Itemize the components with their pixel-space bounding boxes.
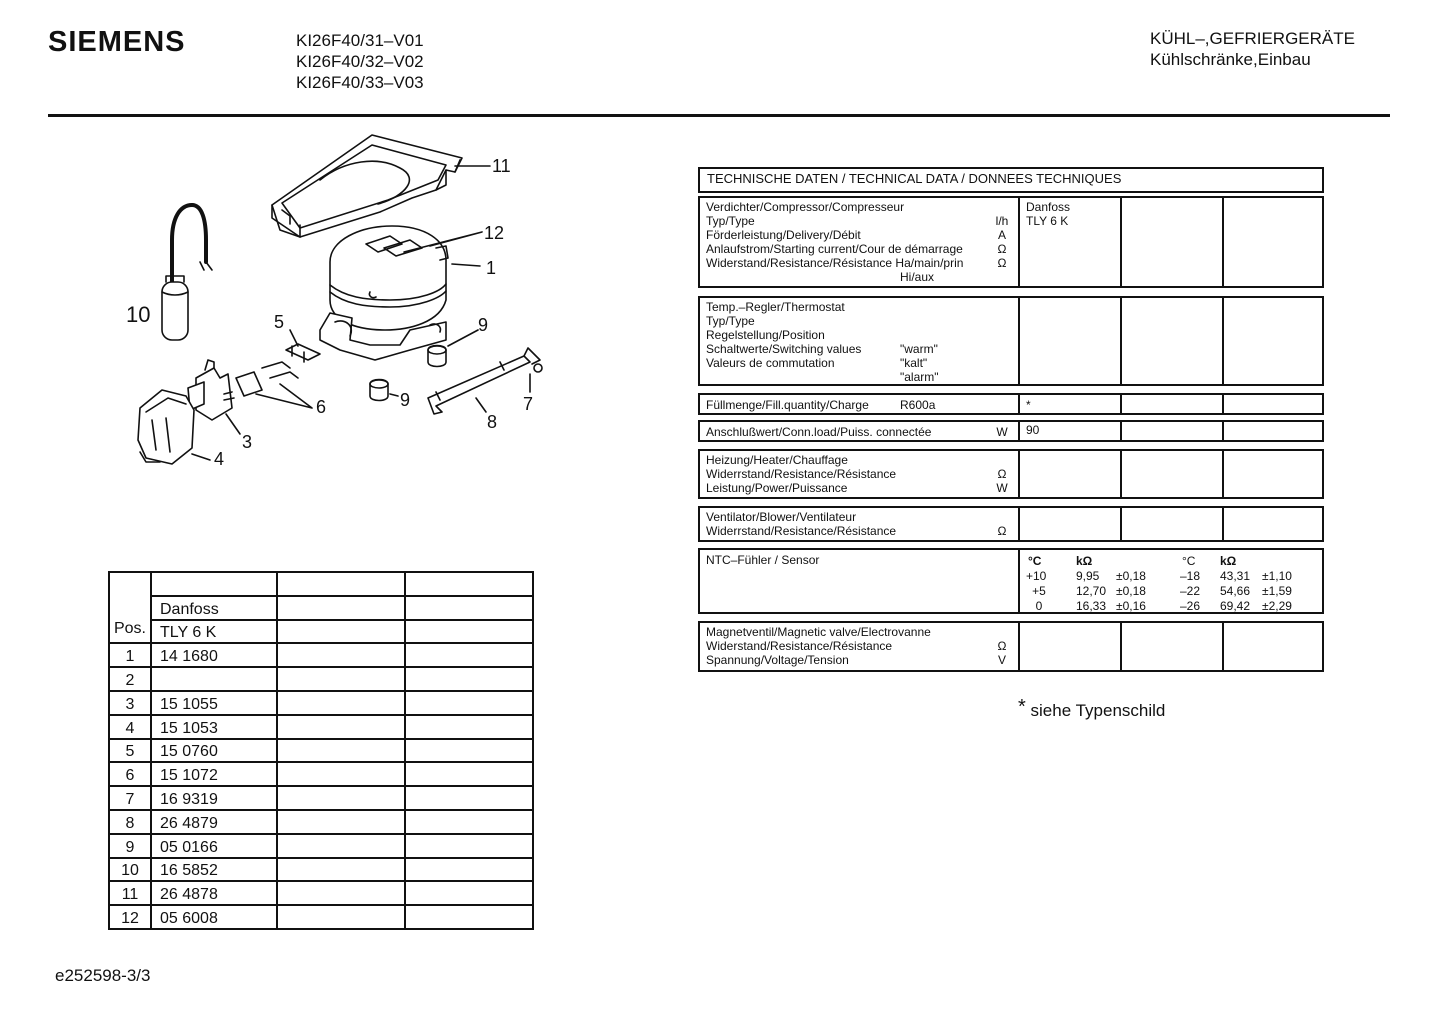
model-number: KI26F40/31–V01 [296,31,424,50]
pos-cell: 9 [109,834,151,858]
ntc-value: ±0,16 [1116,599,1146,613]
table-cell [405,620,533,644]
part-number-cell: 16 5852 [151,858,277,882]
ntc-value: ±2,29 [1262,599,1292,613]
column-divider [1120,298,1122,384]
brand-cell: Danfoss [151,596,277,620]
pos-cell: 2 [109,667,151,691]
compressor-section [698,196,1324,288]
document-id: e252598-3/3 [55,966,151,985]
table-cell [277,881,405,905]
category-label [1150,28,1355,70]
spec-value: * [1026,398,1031,412]
table-cell [277,762,405,786]
part-number-cell [151,667,277,691]
unit-label: W [996,425,1008,439]
column-divider [1222,422,1224,440]
table-row [109,739,533,763]
table-row [109,762,533,786]
pos-header: Pos. [109,620,151,644]
unit-label: Ω [997,242,1007,256]
callout-label: 9 [478,315,489,335]
column-divider [1018,451,1020,497]
heater-labels [706,453,896,495]
column-divider [1222,298,1224,384]
unit-label [994,453,1010,467]
column-divider [1120,623,1122,670]
callout-label: 8 [487,412,498,432]
compressor-values [1026,200,1070,228]
spec-label: NTC–Fühler / Sensor [706,553,820,567]
capacitor-drawing [162,205,212,340]
ntc-sensor-section [698,548,1324,614]
fill-quantity-section [698,393,1324,415]
table-cell [405,786,533,810]
ntc-value: –18 [1180,569,1201,583]
category-line: KÜHL–,GEFRIERGERÄTE [1150,29,1355,48]
ntc-value-grid [1026,554,1316,612]
table-row [109,881,533,905]
column-divider [1222,508,1224,540]
column-divider [1018,198,1020,286]
column-divider [1018,550,1020,612]
pos-cell: 11 [109,881,151,905]
exploded-parts-diagram [100,130,580,490]
part-number-cell: 26 4878 [151,881,277,905]
table-cell [277,620,405,644]
table-cell [405,667,533,691]
refrigerant-value: R600a [900,398,936,412]
compressor-units [994,200,1010,270]
compressor-labels [706,200,963,284]
column-divider [1222,623,1224,670]
table-cell [405,596,533,620]
ntc-value: 16,33 [1076,599,1107,613]
spec-label: Füllmenge/Fill.quantity/Charge [706,398,869,412]
table-row [109,667,533,691]
table-cell [277,667,405,691]
heater-units [994,453,1010,495]
callout-label: 4 [214,449,225,469]
spec-label: Ventilator/Blower/Ventilateur [706,510,857,524]
pos-cell: 8 [109,810,151,834]
column-divider [1018,298,1020,384]
callout-label: 10 [126,302,151,327]
column-divider [1018,623,1020,670]
spec-value: "alarm" [900,370,939,384]
table-cell [277,858,405,882]
column-divider [1018,395,1020,413]
type-plate-note [1018,696,1166,722]
tech-data-title: TECHNISCHE DATEN / TECHNICAL DATA / DONNEES TECHNIQUES [707,171,1122,186]
part-number-cell: 14 1680 [151,643,277,667]
category-line: Kühlschränke,Einbau [1150,50,1311,69]
callout-label: 11 [492,156,511,176]
ntc-value: 54,66 [1220,584,1251,598]
ntc-value: 69,42 [1220,599,1251,613]
table-row [109,596,533,620]
table-cell [405,739,533,763]
ntc-value: 43,31 [1220,569,1251,583]
ntc-value: ±1,10 [1262,569,1292,583]
unit-label: Ω [997,467,1007,481]
ntc-value: –26 [1180,599,1201,613]
spec-label: Widerstand/Resistance/Résistance [706,639,893,653]
spec-label: Regelstellung/Position [706,328,825,342]
spec-value: TLY 6 K [1026,214,1069,228]
model-number: KI26F40/32–V02 [296,52,424,71]
unit-label: V [997,653,1006,667]
model-number: KI26F40/33–V03 [296,73,424,92]
ntc-value: ±0,18 [1116,584,1146,598]
ntc-col-header: °C [1028,554,1042,568]
table-cell [405,762,533,786]
valve-units [994,625,1010,667]
unit-label: Ω [997,639,1007,653]
blower-labels [706,510,896,538]
spec-label: Heizung/Heater/Chauffage [706,453,848,467]
unit-label [994,625,1010,639]
ntc-value: +5 [1032,584,1046,598]
table-cell [277,786,405,810]
table-row [109,715,533,739]
ntc-value: 9,95 [1076,569,1100,583]
spec-label: Widerrstand/Resistance/Résistance [706,524,897,538]
column-divider [1120,422,1122,440]
type-cell: TLY 6 K [151,620,277,644]
table-cell [405,881,533,905]
spec-label: Förderleistung/Delivery/Débit [706,228,861,242]
unit-label: Ω [997,256,1007,270]
column-divider [1222,451,1224,497]
model-list [296,30,424,93]
asterisk: * [1018,696,1026,718]
table-cell [405,572,533,596]
part-number-cell: 15 1055 [151,691,277,715]
table-row [109,786,533,810]
table-cell [405,691,533,715]
table-cell [405,905,533,929]
spec-label: Widerrstand/Resistance/Résistance [706,467,897,481]
part-number-cell: 05 6008 [151,905,277,929]
unit-label [994,200,1010,214]
part-number-cell: 26 4879 [151,810,277,834]
column-divider [1018,508,1020,540]
pos-cell: 4 [109,715,151,739]
spec-label: Schaltwerte/Switching values [706,342,862,356]
callout-label: 12 [484,223,505,243]
drip-tray-drawing [272,135,462,237]
ntc-value: 0 [1035,599,1043,613]
callout-label: 6 [316,397,327,417]
part-number-cell: 16 9319 [151,786,277,810]
part-number-cell: 15 1072 [151,762,277,786]
table-row [109,810,533,834]
column-divider [1222,198,1224,286]
spec-value: Danfoss [1026,200,1071,214]
column-divider [1120,451,1122,497]
table-cell [277,643,405,667]
spec-value: "kalt" [900,356,928,370]
table-cell [277,810,405,834]
table-row [109,691,533,715]
column-divider [1018,422,1020,440]
unit-label: W [996,481,1008,495]
table-cell [277,715,405,739]
ntc-col-header: kΩ [1220,554,1237,568]
callout-label: 5 [274,312,285,332]
table-cell [277,834,405,858]
thermostat-labels [706,300,861,370]
table-cell [405,810,533,834]
brand-logo: SIEMENS [48,26,186,58]
heater-section [698,449,1324,499]
spec-label: Valeurs de commutation [706,356,835,370]
parts-table [108,571,534,930]
unit-label: Ω [997,524,1007,538]
ntc-value: ±0,18 [1116,569,1146,583]
table-cell [151,572,277,596]
pos-cell: 12 [109,905,151,929]
blower-section [698,506,1324,542]
table-cell [405,643,533,667]
table-cell [277,596,405,620]
spec-label: Verdichter/Compressor/Compresseur [706,200,905,214]
table-cell [405,858,533,882]
pos-cell: 10 [109,858,151,882]
switch-values [900,342,939,384]
table-cell [109,572,151,596]
table-cell [277,572,405,596]
part-number-cell: 15 0760 [151,739,277,763]
column-divider [1120,508,1122,540]
column-divider [1222,395,1224,413]
column-divider [1120,395,1122,413]
spec-label: Hi/aux [900,270,935,284]
callout-label: 1 [486,258,497,278]
pos-cell: 7 [109,786,151,810]
pos-cell: 6 [109,762,151,786]
table-row [109,643,533,667]
part-number-cell: 15 1053 [151,715,277,739]
thermostat-section [698,296,1324,386]
spec-label: Typ/Type [706,214,755,228]
ntc-value: 12,70 [1076,584,1107,598]
clip-set-drawing [236,344,320,396]
tech-data-title-box [698,167,1324,193]
spec-label: Widerstand/Resistance/Résistance Ha/main/prin [706,256,964,270]
ntc-value: –22 [1180,584,1201,598]
relay-drawing [188,360,234,420]
header-divider [48,114,1390,117]
table-row [109,858,533,882]
callout-label: 3 [242,432,253,452]
spec-label: Anlaufstrom/Starting current/Cour de démarrage [706,242,963,256]
spec-value: 90 [1026,423,1040,437]
spec-label: Anschlußwert/Conn.load/Puiss. connectée [706,425,932,439]
ntc-value: +10 [1026,569,1047,583]
table-cell [405,715,533,739]
table-cell [109,596,151,620]
pos-cell: 1 [109,643,151,667]
spec-label: Temp.–Regler/Thermostat [706,300,845,314]
callout-label: 7 [523,394,534,414]
connected-load-section [698,420,1324,442]
valve-labels [706,625,931,667]
spec-label: Magnetventil/Magnetic valve/Electrovanne [706,625,931,639]
table-cell [277,691,405,715]
ntc-value: ±1,59 [1262,584,1292,598]
table-cell [277,739,405,763]
unit-label: l/h [995,214,1009,228]
table-cell [277,905,405,929]
spec-label: Typ/Type [706,314,755,328]
ntc-col-header: kΩ [1076,554,1093,568]
table-row [109,905,533,929]
blower-units [994,510,1010,538]
callout-label: 9 [400,390,411,410]
unit-label: A [997,228,1006,242]
pos-cell: 5 [109,739,151,763]
note-text: siehe Typenschild [1030,701,1166,720]
part-number-cell: 05 0166 [151,834,277,858]
pos-cell: 3 [109,691,151,715]
table-row [109,834,533,858]
table-cell [405,834,533,858]
spec-label: Spannung/Voltage/Tension [706,653,849,667]
solenoid-valve-section [698,621,1324,672]
relay-cover-drawing [138,390,194,464]
spec-value: "warm" [900,342,938,356]
spec-label: Leistung/Power/Puissance [706,481,848,495]
unit-label [994,510,1010,524]
column-divider [1120,198,1122,286]
table-row [109,572,533,596]
table-row [109,620,533,644]
ntc-col-header: °C [1182,554,1196,568]
